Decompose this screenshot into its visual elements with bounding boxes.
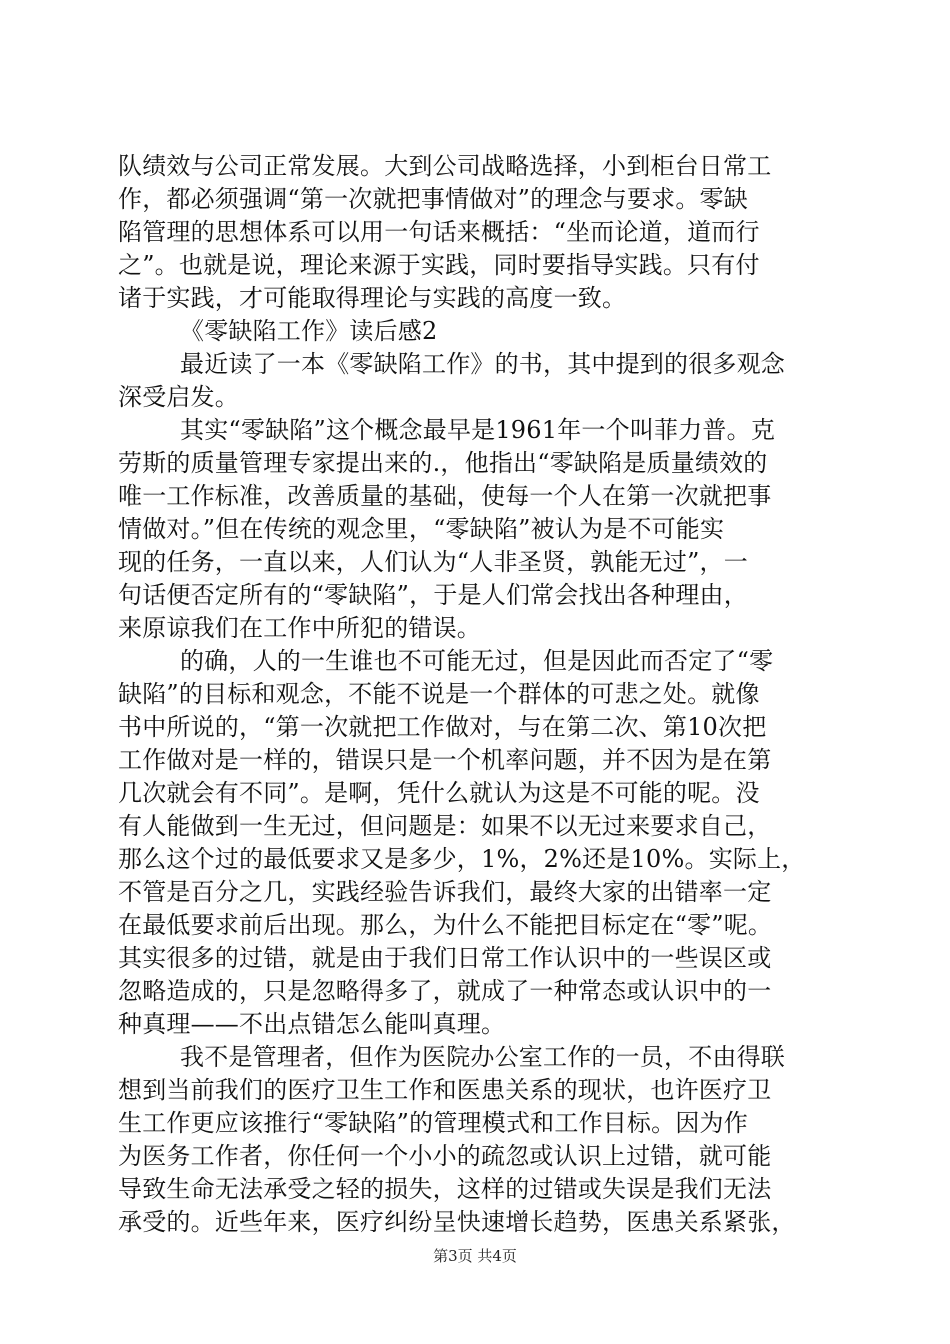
text-line: 工作做对是一样的，错误只是一个机率问题，并不因为是在第 bbox=[118, 746, 772, 774]
text-line: 种真理——不出点错怎么能叫真理。 bbox=[118, 1010, 506, 1038]
text-line: 最近读了一本《零缺陷工作》的书，其中提到的很多观念 bbox=[180, 350, 785, 378]
text-line: 在最低要求前后出现。那么，为什么不能把目标定在“零”呢。 bbox=[118, 911, 773, 939]
text-line: 不管是百分之几，实践经验告诉我们，最终大家的出错率一定 bbox=[118, 878, 772, 906]
text-line: 忽略造成的，只是忽略得多了，就成了一种常态或认识中的一 bbox=[118, 977, 772, 1005]
text-line: 缺陷”的目标和观念，不能不说是一个群体的可悲之处。就像 bbox=[118, 680, 760, 708]
text-line: 来原谅我们在工作中所犯的错误。 bbox=[118, 614, 481, 642]
text-line: 唯一工作标准，改善质量的基础，使每一个人在第一次就把事 bbox=[118, 482, 772, 510]
text-line: 诸于实践，才可能取得理论与实践的高度一致。 bbox=[118, 284, 627, 312]
text-line: 深受启发。 bbox=[118, 383, 239, 411]
text-line: 劳斯的质量管理专家提出来的.，他指出“零缺陷是质量绩效的 bbox=[118, 449, 768, 477]
text-line: 承受的。近些年来，医疗纠纷呈快速增长趋势，医患关系紧张， bbox=[118, 1208, 796, 1236]
text-line: 之”。也就是说，理论来源于实践，同时要指导实践。只有付 bbox=[118, 251, 760, 279]
text-line: 其实“零缺陷”这个概念最早是1961年一个叫菲力普。克 bbox=[180, 416, 776, 444]
page-footer: 第3页 共4页 bbox=[433, 1247, 517, 1265]
text-line: 作，都必须强调“第一次就把事情做对”的理念与要求。零缺 bbox=[118, 185, 748, 213]
document-body bbox=[118, 150, 838, 1239]
text-line: 《零缺陷工作》读后感2 bbox=[180, 317, 438, 345]
text-line: 为医务工作者，你任何一个小小的疏忽或认识上过错，就可能 bbox=[118, 1142, 772, 1170]
text-line: 想到当前我们的医疗卫生工作和医患关系的现状，也许医疗卫 bbox=[118, 1076, 772, 1104]
text-line: 书中所说的，“第一次就把工作做对，与在第二次、第10次把 bbox=[118, 713, 767, 741]
text-line: 队绩效与公司正常发展。大到公司战略选择，小到柜台日常工 bbox=[118, 152, 772, 180]
text-line: 有人能做到一生无过，但问题是：如果不以无过来要求自己， bbox=[118, 812, 772, 840]
text-line: 现的任务，一直以来，人们认为“人非圣贤，孰能无过”，一 bbox=[118, 548, 748, 576]
text-line: 那么这个过的最低要求又是多少，1%，2%还是10%。实际上， bbox=[118, 845, 806, 873]
text-line: 几次就会有不同”。是啊，凭什么就认为这是不可能的呢。没 bbox=[118, 779, 760, 807]
text-line: 陷管理的思想体系可以用一句话来概括：“坐而论道，道而行 bbox=[118, 218, 760, 246]
text-line: 我不是管理者，但作为医院办公室工作的一员，不由得联 bbox=[180, 1043, 785, 1071]
text-line: 生工作更应该推行“零缺陷”的管理模式和工作目标。因为作 bbox=[118, 1109, 748, 1137]
text-line: 导致生命无法承受之轻的损失，这样的过错或失误是我们无法 bbox=[118, 1175, 772, 1203]
text-line: 情做对。”但在传统的观念里，“零缺陷”被认为是不可能实 bbox=[118, 515, 725, 543]
text-line: 的确，人的一生谁也不可能无过，但是因此而否定了“零 bbox=[180, 647, 774, 675]
text-line: 其实很多的过错，就是由于我们日常工作认识中的一些误区或 bbox=[118, 944, 772, 972]
text-line: 句话便否定所有的“零缺陷”，于是人们常会找出各种理由， bbox=[118, 581, 748, 609]
